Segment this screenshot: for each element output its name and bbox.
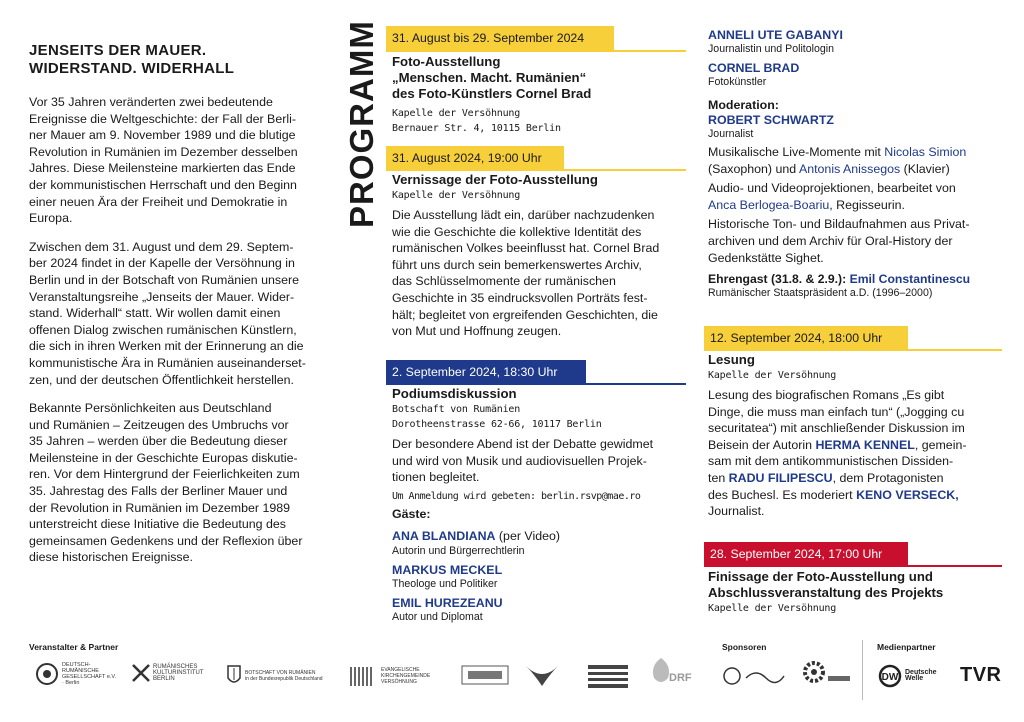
event3-description [392, 436, 692, 486]
text-span: , gemein- [914, 437, 967, 452]
text-line: führt uns durch sein bemerkenswertes Archiv, [392, 257, 642, 272]
logo-rki [132, 664, 222, 682]
event5 [708, 569, 1008, 616]
text-line: Journalist. [708, 504, 765, 519]
event2 [392, 172, 686, 340]
text-line: ber 2024 findet in der Kapelle der Versöhnung in [29, 256, 295, 271]
gear-logo-icon [800, 658, 852, 690]
event5-date-bar: 28. September 2024, 17:00 Uhr [704, 542, 908, 566]
archive-info [708, 216, 1008, 266]
logo-ekv [348, 664, 448, 688]
logo-botschaft [226, 664, 338, 688]
partner-logo-icon [460, 662, 510, 688]
text-line: Ereignisse die Weltgeschichte: der Fall der Berli- [29, 111, 296, 126]
event4-title: Lesung [708, 352, 755, 367]
rki-logo-icon [132, 664, 150, 682]
text-line: Vor 35 Jahren veränderten zwei bedeutende [29, 95, 273, 109]
page-title-line1: JENSEITS DER MAUER. [29, 42, 207, 59]
logo-text: DRF [669, 672, 692, 684]
text-line: zen, und der deutschen Öffentlichkeit herstellen. [29, 372, 294, 387]
text-line: Veranstaltungsreihe „Jenseits der Mauer. Wider- [29, 289, 295, 304]
honor-role: Rumänischer Staatspräsident a.D. (1996–2000) [708, 287, 933, 300]
intro-paragraph-3 [29, 400, 329, 566]
svg-text:DW: DW [881, 672, 899, 683]
text-line: Revolution in Rumänien im Dezember desselben [29, 144, 298, 159]
sponsor-logo-icon [722, 664, 788, 688]
event3-rule [386, 383, 686, 385]
logo-line: KIRCHENGEMEINDE [381, 673, 431, 679]
guest-role: Journalistin und Politologin [708, 43, 835, 55]
text-line: 35. Jahrestag des Falls der Berliner Mauer und [29, 484, 288, 499]
text-line: einer neuen Ära der Freiheit und Demokratie in [29, 194, 288, 209]
text-line: Zwischen dem 31. August und dem 29. Septem- [29, 239, 294, 254]
guest-role: Theologe und Politiker [392, 577, 498, 590]
logo-sponsor-2 [800, 658, 852, 690]
programm-vertical-title: PROGRAMM [343, 20, 380, 228]
text-line: kommunistische Ära in Rumänien auseinanderset- [29, 355, 306, 370]
text-line: die sich in ihren Werken mit der Erinnerung an die [29, 339, 304, 354]
text-line: offenen Dialog zwischen rumänischen Künstlern, [29, 322, 297, 337]
event2-description [392, 207, 686, 340]
event3-title: Podiumsdiskussion [392, 386, 517, 401]
event1-title-line: „Menschen. Macht. Rumänien“ [392, 70, 587, 85]
event5-venue: Kapelle der Versöhnung [708, 603, 837, 614]
text-span: (Saxophon) und [708, 161, 799, 176]
guest-emil-hurezeanu [392, 596, 692, 624]
event1-title-line: Foto-Ausstellung [392, 54, 501, 69]
logo-text [905, 670, 937, 682]
text-line: Europa. [29, 211, 73, 226]
right-column-guests [708, 28, 1008, 300]
text-line: Historische Ton- und Bildaufnahmen aus Privat- [708, 217, 970, 232]
event1-rule [386, 50, 686, 52]
text-line: archiven und dem Archiv für Oral-History der [708, 233, 953, 248]
text-line: securitatea“) mit anschließender Diskussion im [708, 421, 965, 436]
text-span: , dem Protagonisten [832, 470, 944, 485]
logo-sponsor-1 [722, 664, 788, 688]
logo-partner-5 [460, 662, 510, 688]
guest-name: ANNELI UTE GABANYI [708, 28, 843, 42]
logo-line: BOTSCHAFT VON RUMÄNIEN [245, 670, 316, 676]
event1-title-line: des Foto-Künstlers Cornel Brad [392, 86, 592, 101]
text-line: und Rumänien – Zeitzeugen des Umbruchs vor [29, 417, 289, 432]
moderator-role: Journalist [708, 128, 754, 140]
text-line: tionen begleitet. [392, 470, 480, 485]
text-line: Gedenkstätte Sighet. [708, 250, 824, 265]
text-line: von Mut und Hoffnung zeugen. [392, 324, 562, 339]
text-line: Bekannte Persönlichkeiten aus Deutschland [29, 401, 272, 416]
text-line: und wird von Musik und audiovisuellen Projek- [392, 453, 647, 468]
logo-text [245, 670, 323, 682]
logo-line: BERLIN [153, 676, 175, 682]
guest-name: EMIL HUREZEANU [392, 595, 503, 610]
musician-name: Antonis Anissegos [798, 161, 901, 176]
guest-role: Autorin und Bürgerrechtlerin [392, 544, 525, 557]
event2-rule [386, 169, 686, 171]
page-title-line2: WIDERSTAND. WIDERHALL [29, 60, 235, 77]
event4-venue: Kapelle der Versöhnung [708, 370, 837, 381]
text-span: des Buchesl. Es moderiert [708, 487, 857, 502]
event5-rule [704, 565, 1002, 567]
text-line: rumänischen Volkes beeinflusst hat. Cornel Brad [392, 241, 660, 256]
text-line: sam mit dem antikommunistischen Dissiden- [708, 454, 954, 469]
event3-rsvp: Um Anmeldung wird gebeten: berlin.rsvp@mae.ro [392, 490, 641, 502]
guests-label: Gäste: [392, 506, 431, 521]
text-line: Die Ausstellung lädt ein, darüber nachzudenken [392, 208, 655, 222]
sponsors-label: Sponsoren [722, 642, 767, 652]
logo-partner-6 [522, 660, 562, 690]
left-column [29, 42, 329, 566]
event1-date-bar: 31. August bis 29. September 2024 [386, 26, 614, 50]
logo-line: Deutsche [905, 669, 937, 676]
guest-name: ANA BLANDIANA [392, 528, 496, 543]
logo-line: in der Bundesrepublik Deutschland [245, 676, 323, 682]
guest-markus-meckel [392, 563, 692, 591]
text-line: gemeinsamen Gedenkens und der Reflexion über [29, 533, 303, 548]
text-span: (Klavier) [900, 161, 950, 176]
guest-note: (per Video) [495, 528, 560, 543]
event3-venue: Botschaft von Rumänien [392, 404, 521, 415]
event5-title-line: Abschlussveranstaltung des Projekts [708, 585, 944, 600]
text-line: ren. Vor dem Hintergrund der Feierlichkeiten zum [29, 467, 300, 482]
honor-label: Ehrengast (31.8. & 2.9.): [708, 272, 850, 287]
partner-logo-icon [586, 662, 630, 690]
logo-text: DEUTSCH-RUMÄNISCHE GESELLSCHAFT e.V. · Berlin [62, 662, 117, 686]
text-line: Meilensteine in der Geschichte Europas diskutie- [29, 450, 298, 465]
director-name: Anca Berlogea-Boariu [708, 197, 830, 212]
logo-line: VERSÖHNUNG [381, 679, 417, 685]
logo-text [381, 667, 430, 685]
dw-logo-icon [878, 664, 902, 688]
text-span: Musikalische Live-Momente mit [708, 145, 885, 159]
text-line: Dinge, die muss man einfach tun“ („Jogging cu [708, 404, 965, 419]
intro-paragraph-2 [29, 239, 329, 388]
guest-name: CORNEL BRAD [708, 61, 800, 75]
logo-tvr: TVR [960, 664, 1002, 686]
text-line: wie die Geschichte die kollektive Identität des [392, 224, 642, 239]
logo-line: Welle [905, 675, 924, 682]
guest-ana-blandiana [392, 527, 692, 558]
guest-role: Fotokünstler [708, 76, 767, 88]
event4-rule [704, 349, 1002, 351]
honor-name: Emil Constantinescu [849, 272, 971, 287]
church-logo-icon [348, 664, 378, 688]
moderation-label: Moderation: [708, 98, 779, 112]
drg-logo-icon [35, 662, 59, 686]
text-line: ner Mauer am 9. November 1989 und die blutige [29, 128, 296, 143]
event2-date-bar: 31. August 2024, 19:00 Uhr [386, 146, 564, 170]
logo-partner-7 [586, 662, 630, 690]
text-line: Audio- und Videoprojektionen, bearbeitet von [708, 181, 956, 196]
event3 [392, 386, 692, 624]
honor-guest [708, 272, 1008, 287]
event1-address: Bernauer Str. 4, 10115 Berlin [392, 123, 561, 134]
logo-deutsche-welle [878, 664, 937, 688]
event4 [708, 352, 1008, 520]
logo-drg [35, 662, 120, 686]
guest-role: Autor und Diplomat [392, 610, 483, 623]
text-line: der kommunistischen Herrschaft und den Beginn [29, 177, 297, 192]
guest-name: MARKUS MECKEL [392, 562, 503, 577]
text-line: 35 Jahren – werden über die Bedeutung dieser [29, 434, 288, 449]
event3-date-bar: 2. September 2024, 18:30 Uhr [386, 360, 586, 384]
video-info [708, 180, 1008, 213]
musician-name: Nicolas Simion [884, 145, 967, 159]
event3-address: Dorotheenstrasse 62-66, 10117 Berlin [392, 419, 602, 430]
event4-description [708, 387, 1008, 520]
text-line: unterstreicht diese Initiative die Bedeutung des [29, 517, 286, 532]
text-line: Berlin und in der Botschaft von Rumänien unsere [29, 272, 299, 287]
text-line: Geschichte in 35 eindrucksvollen Porträts fest- [392, 290, 648, 305]
event1-venue: Kapelle der Versöhnung [392, 108, 521, 119]
text-span: , Regisseurin. [829, 197, 905, 212]
protagonist-name: RADU FILIPESCU [728, 470, 833, 485]
logo-line: KULTURINSTITUT [153, 670, 204, 676]
event2-title: Vernissage der Foto-Ausstellung [392, 172, 598, 187]
text-line: der Revolution in Rumänien im Dezember 1989 [29, 500, 291, 515]
coat-of-arms-icon [226, 664, 242, 688]
event5-title-line: Finissage der Foto-Ausstellung und [708, 569, 933, 584]
intro-paragraph-1 [29, 94, 329, 227]
text-line: Der besondere Abend ist der Debatte gewidmet [392, 437, 654, 451]
text-line: Jahres. Diese Meilensteine markierten das Ende [29, 161, 296, 176]
text-span: Beisein der Autorin [708, 437, 816, 452]
logo-drf [648, 656, 692, 688]
text-line: das Schlüsselmomente der rumänischen [392, 274, 616, 289]
logo-line: RUMÄNISCHES [153, 664, 198, 670]
text-line: stand. Widerhall“ statt. Wir wollen damit einen [29, 306, 281, 321]
moderator-name: ROBERT SCHWARTZ [708, 113, 834, 127]
media-label: Medienpartner [877, 642, 936, 652]
event1 [392, 54, 686, 136]
event2-venue: Kapelle der Versöhnung [392, 190, 521, 201]
text-line: diese historischen Ereignisse. [29, 550, 193, 565]
moderator-name: KENO VERSECK, [856, 487, 959, 502]
logo-text [153, 664, 204, 682]
text-line: Lesung des biografischen Romans „Es gibt [708, 388, 945, 402]
text-line: hält; begleitet von ergreifenden Geschichten, die [392, 307, 658, 322]
bird-logo-icon [522, 660, 562, 690]
footer-divider [862, 640, 863, 700]
organizers-label: Veranstalter & Partner [29, 642, 119, 652]
author-name: HERMA KENNEL [815, 437, 915, 452]
music-info [708, 144, 1008, 177]
page-title [29, 42, 329, 78]
text-span: ten [708, 470, 729, 485]
logo-line: EVANGELISCHE [381, 667, 420, 673]
event4-date-bar: 12. September 2024, 18:00 Uhr [704, 326, 908, 350]
